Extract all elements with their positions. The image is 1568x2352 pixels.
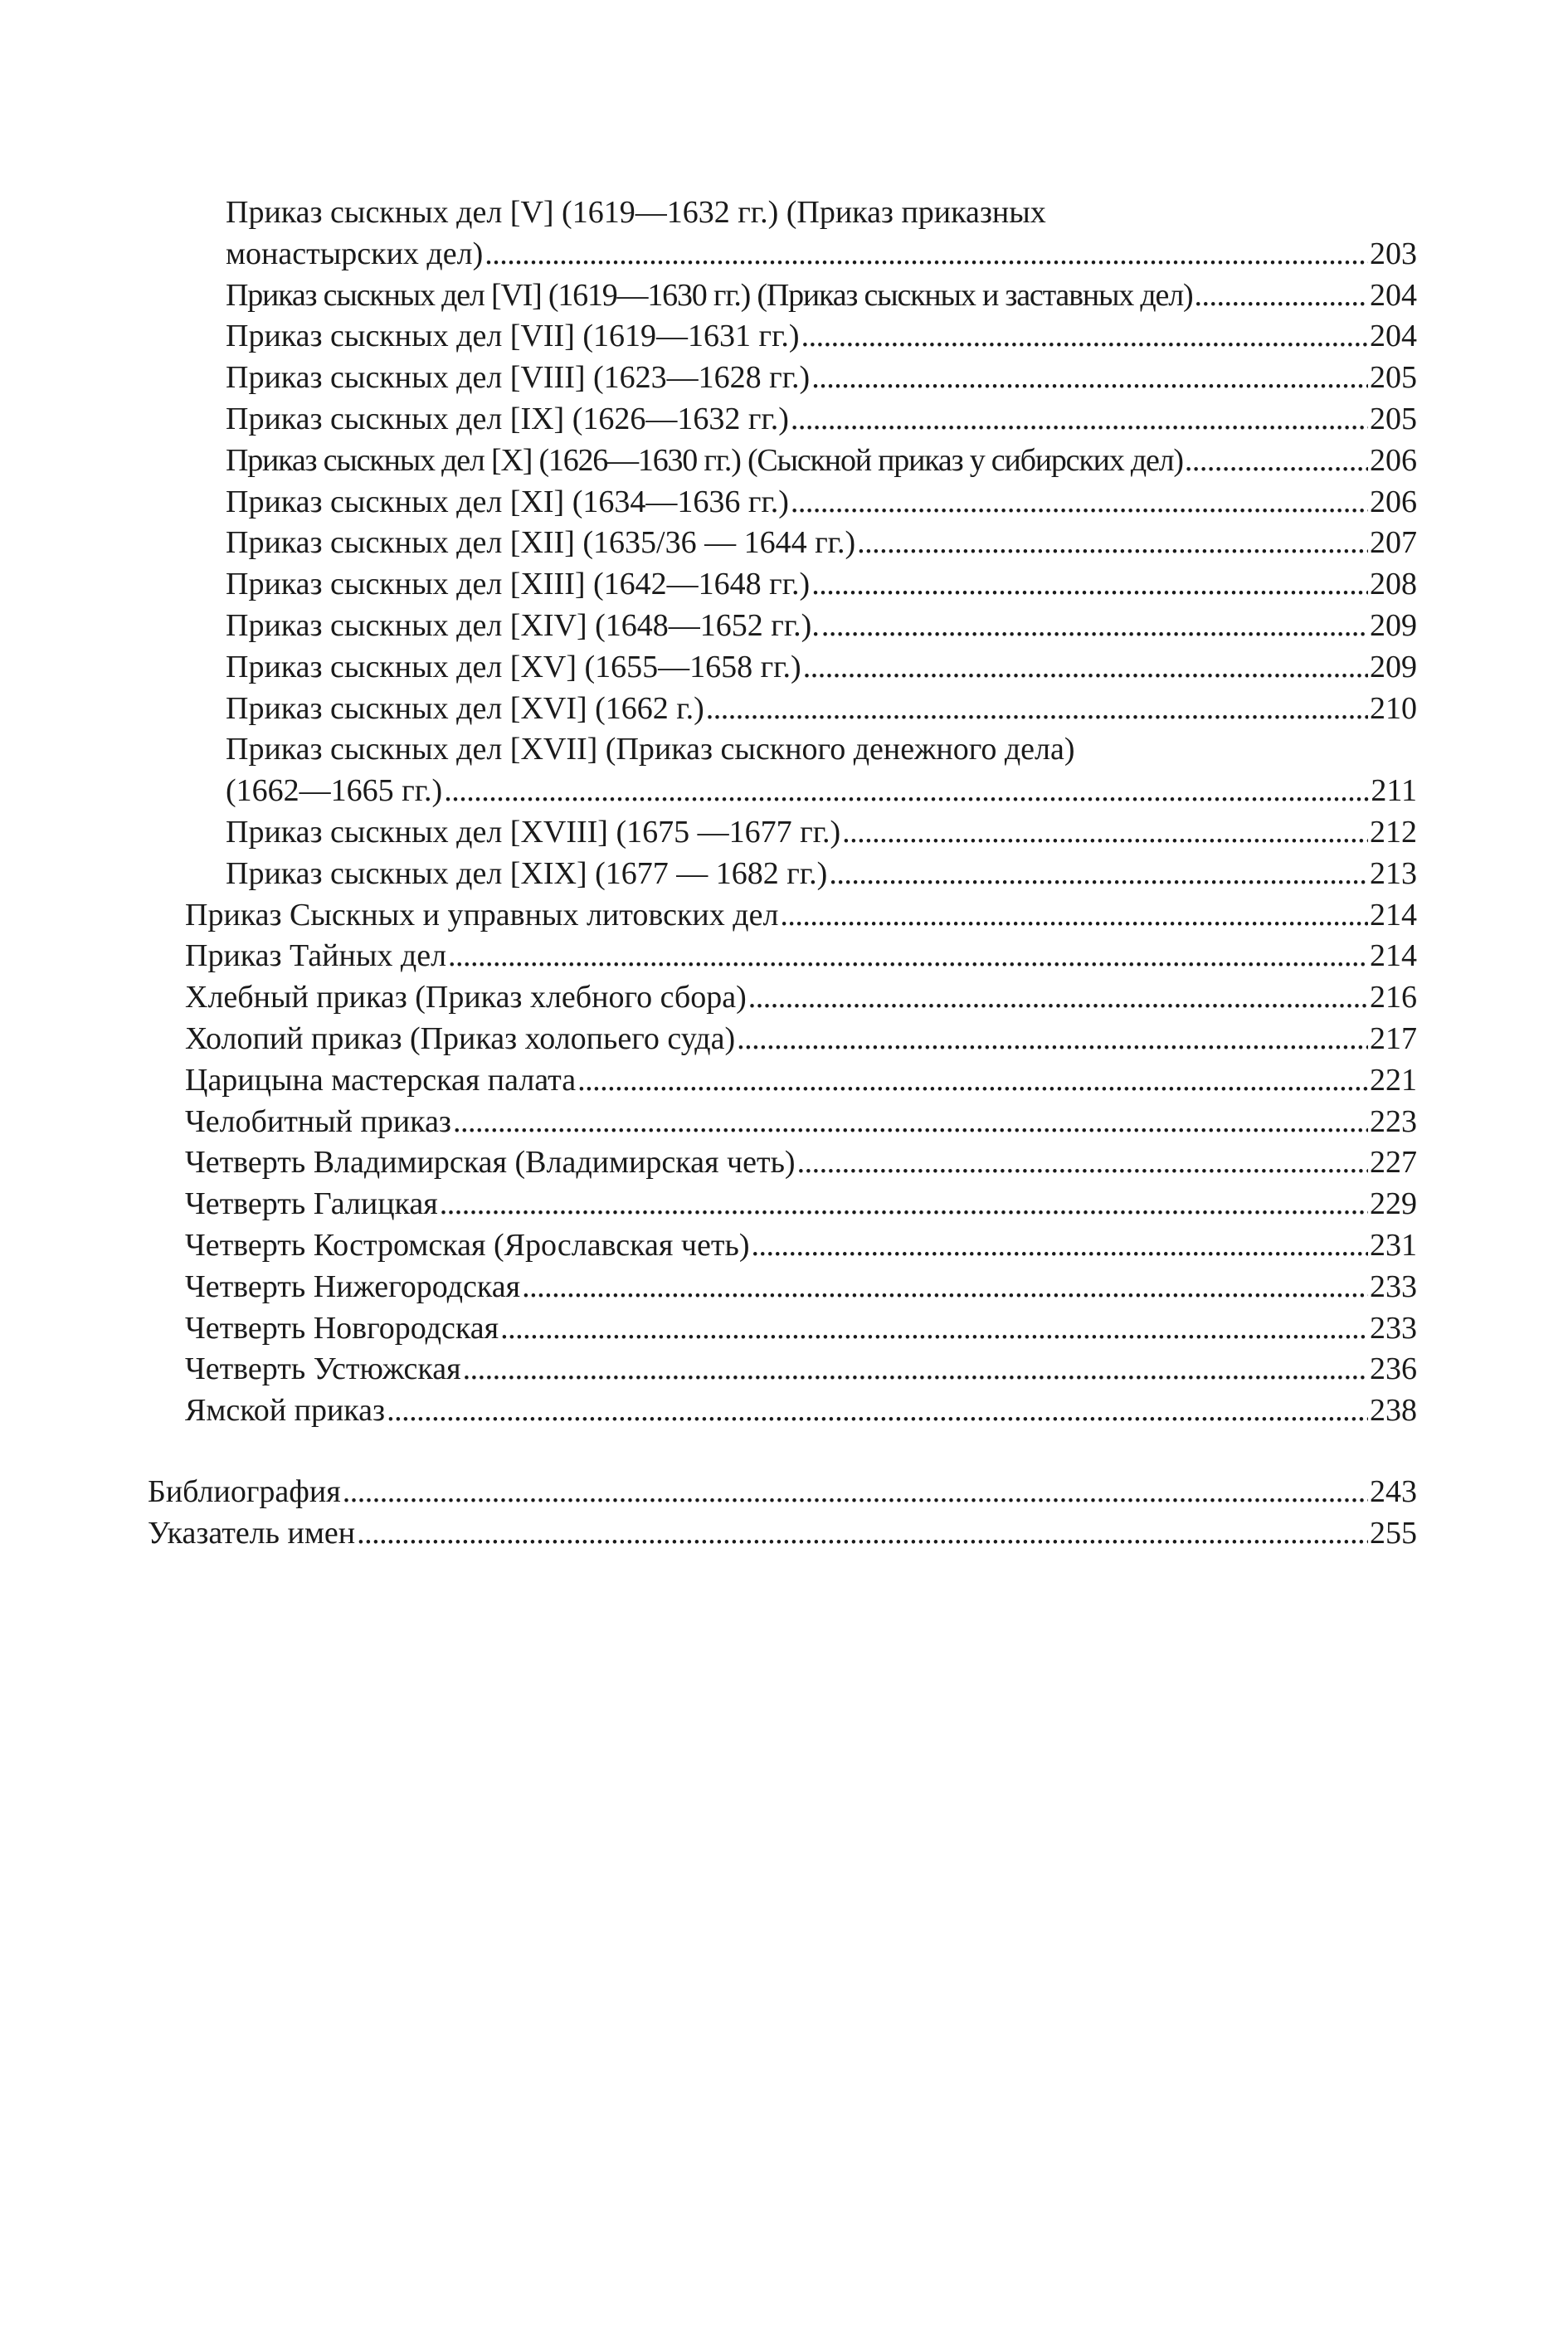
toc-page-number: 221 — [1370, 1062, 1417, 1098]
toc-page-number: 205 — [1370, 401, 1417, 436]
toc-entry-title: Ямской приказ — [185, 1393, 386, 1429]
toc-entry[interactable] — [148, 936, 1417, 977]
dot-leader — [448, 936, 1368, 977]
dot-leader — [440, 1184, 1368, 1225]
dot-leader — [797, 1142, 1368, 1184]
toc-page-number: 216 — [1370, 980, 1417, 1015]
toc-page-number: 208 — [1370, 567, 1417, 602]
toc-entry-title: Приказ сыскных дел [VI] (1619—1630 гг.) (Приказ сыскных и заставных дел) — [226, 277, 1193, 313]
dot-leader — [387, 1390, 1368, 1432]
toc-entry-title: Хлебный приказ (Приказ хлебного сбора) — [185, 980, 747, 1015]
dot-leader — [842, 812, 1368, 854]
toc-entry[interactable] — [148, 523, 1417, 564]
toc-page-number: 223 — [1370, 1103, 1417, 1139]
toc-entry-title: Приказ сыскных дел [VIII] (1623—1628 гг.) — [226, 360, 811, 396]
dot-leader — [463, 1349, 1368, 1390]
toc-page-number: 243 — [1370, 1473, 1417, 1509]
toc-page-number: 205 — [1370, 360, 1417, 396]
toc-entry-title: Приказ сыскных дел [XVI] (1662 г.) — [226, 690, 704, 726]
dot-leader — [791, 482, 1368, 523]
dot-leader — [343, 1472, 1368, 1513]
dot-leader — [453, 1102, 1368, 1143]
toc-entry[interactable] — [148, 564, 1417, 606]
dot-leader — [811, 564, 1368, 606]
dot-leader — [500, 1308, 1368, 1350]
toc-entry-title: Четверть Владимирская (Владимирская четь) — [185, 1145, 796, 1181]
toc-entry[interactable] — [148, 771, 1417, 812]
toc-entry-title: (1662—1665 гг.) — [226, 773, 443, 809]
dot-leader — [748, 977, 1368, 1019]
dot-leader — [706, 689, 1368, 730]
toc-entry-title: Четверть Устюжская — [185, 1351, 461, 1387]
toc-entry[interactable] — [148, 1102, 1417, 1143]
toc-entry[interactable] — [148, 358, 1417, 399]
toc-entry[interactable] — [148, 234, 1417, 275]
dot-leader — [522, 1267, 1368, 1308]
toc-page-number: 214 — [1370, 897, 1417, 933]
toc-entry-line — [148, 729, 1417, 771]
dot-leader — [803, 647, 1368, 689]
toc-page-number: 238 — [1370, 1393, 1417, 1429]
toc-page-number: 209 — [1370, 607, 1417, 643]
toc-page-number: 206 — [1370, 442, 1417, 478]
toc-entry-title: Приказ Сыскных и управных литовских дел — [185, 897, 779, 933]
toc-entry[interactable] — [148, 1513, 1417, 1555]
toc-entry-title: Приказ сыскных дел [IX] (1626—1632 гг.) — [226, 401, 789, 436]
dot-leader — [444, 771, 1369, 812]
toc-entry[interactable] — [148, 606, 1417, 647]
toc-entry-title: Приказ сыскных дел [XVII] (Приказ сыскного денежного дела) — [226, 732, 1075, 767]
toc-page-number: 231 — [1370, 1227, 1417, 1263]
dot-leader — [857, 523, 1368, 564]
toc-page-number: 212 — [1370, 814, 1417, 850]
toc-entry-title: Приказ сыскных дел [XVIII] (1675 —1677 гг.) — [226, 814, 841, 850]
toc-entry-title: Приказ сыскных дел [V] (1619—1632 гг.) (Приказ приказных — [226, 195, 1046, 230]
toc-entry[interactable] — [148, 441, 1417, 482]
toc-entry-title: Приказ сыскных дел [XI] (1634—1636 гг.) — [226, 484, 789, 519]
toc-entry[interactable] — [148, 1267, 1417, 1308]
dot-leader — [829, 854, 1368, 895]
toc-page-number: 207 — [1370, 525, 1417, 561]
dot-leader — [485, 234, 1368, 275]
toc-entry[interactable] — [148, 689, 1417, 730]
toc-entry-title: Указатель имен — [148, 1515, 356, 1551]
toc-entry-title: Холопий приказ (Приказ холопьего суда) — [185, 1020, 736, 1056]
toc-entry[interactable] — [148, 895, 1417, 937]
toc-page-number: 233 — [1370, 1269, 1417, 1304]
toc-page-number: 204 — [1370, 319, 1417, 354]
toc-page-number: 211 — [1371, 773, 1417, 809]
toc-entry-title: Приказ сыскных дел [XIX] (1677 — 1682 гг.) — [226, 855, 828, 891]
dot-leader — [577, 1060, 1368, 1102]
dot-leader — [801, 316, 1368, 358]
toc-entry[interactable] — [148, 1060, 1417, 1102]
toc-page-number: 210 — [1370, 690, 1417, 726]
toc-page-number: 217 — [1370, 1020, 1417, 1056]
dot-leader — [821, 606, 1368, 647]
toc-entry-title: Библиография — [148, 1473, 341, 1509]
toc-entry[interactable] — [148, 1308, 1417, 1350]
dot-leader — [791, 399, 1368, 441]
toc-entry[interactable] — [148, 482, 1417, 523]
toc-page-number: 236 — [1370, 1351, 1417, 1387]
toc-entry[interactable] — [148, 399, 1417, 441]
toc-entry-title: Приказ сыскных дел [XIII] (1642—1648 гг.) — [226, 567, 811, 602]
toc-entry[interactable] — [148, 1390, 1417, 1432]
toc-entry-title: Четверть Галицкая — [185, 1186, 438, 1222]
toc-entry-title: Приказ сыскных дел [VII] (1619—1631 гг.) — [226, 319, 800, 354]
toc-entry[interactable] — [148, 977, 1417, 1019]
toc-page-number: 233 — [1370, 1310, 1417, 1346]
toc-entry[interactable] — [148, 1472, 1417, 1513]
toc-entry-line — [148, 192, 1417, 234]
toc-page-number: 203 — [1370, 236, 1417, 271]
toc-entry[interactable] — [148, 1184, 1417, 1225]
toc-entry-title: Четверть Новгородская — [185, 1310, 499, 1346]
toc-page-number: 255 — [1370, 1515, 1417, 1551]
dot-leader — [811, 358, 1368, 399]
dot-leader — [357, 1513, 1368, 1555]
toc-entry-title: Четверть Костромская (Ярославская четь) — [185, 1227, 750, 1263]
table-of-contents — [148, 192, 1417, 1555]
toc-entry-title: Четверть Нижегородская — [185, 1269, 521, 1304]
toc-entry[interactable] — [148, 1142, 1417, 1184]
toc-entry-title: Царицына мастерская палата — [185, 1062, 577, 1098]
toc-page-number: 206 — [1370, 484, 1417, 519]
toc-entry-title: Приказ сыскных дел [XIV] (1648—1652 гг.). — [226, 607, 820, 643]
toc-entry[interactable] — [148, 854, 1417, 895]
toc-entry[interactable] — [148, 647, 1417, 689]
dot-leader — [751, 1225, 1368, 1267]
toc-page-number: 204 — [1370, 277, 1417, 313]
toc-entry-title: Приказ сыскных дел [XV] (1655—1658 гг.) — [226, 649, 801, 684]
toc-entry[interactable] — [148, 1349, 1417, 1390]
dot-leader — [737, 1019, 1368, 1060]
toc-entry[interactable] — [148, 1019, 1417, 1060]
dot-leader — [1194, 275, 1368, 317]
toc-entry[interactable] — [148, 275, 1417, 317]
toc-entry-title: Приказ сыскных дел [XII] (1635/36 — 1644 гг.) — [226, 525, 856, 561]
toc-entry-title: Челобитный приказ — [185, 1103, 451, 1139]
toc-page-number: 209 — [1370, 649, 1417, 684]
section-gap — [148, 1432, 1417, 1472]
toc-entry-title: монастырских дел) — [226, 236, 484, 271]
toc-entry[interactable] — [148, 316, 1417, 358]
toc-entry[interactable] — [148, 812, 1417, 854]
dot-leader — [780, 895, 1368, 937]
toc-entry[interactable] — [148, 1225, 1417, 1267]
toc-entry-title: Приказ Тайных дел — [185, 938, 447, 974]
toc-page-number: 227 — [1370, 1145, 1417, 1181]
toc-page-number: 229 — [1370, 1186, 1417, 1222]
toc-page-number: 213 — [1370, 855, 1417, 891]
dot-leader — [1185, 441, 1368, 482]
toc-entry-title: Приказ сыскных дел [X] (1626—1630 гг.) (Сыскной приказ у сибирских дел) — [226, 442, 1183, 478]
toc-page-number: 214 — [1370, 938, 1417, 974]
